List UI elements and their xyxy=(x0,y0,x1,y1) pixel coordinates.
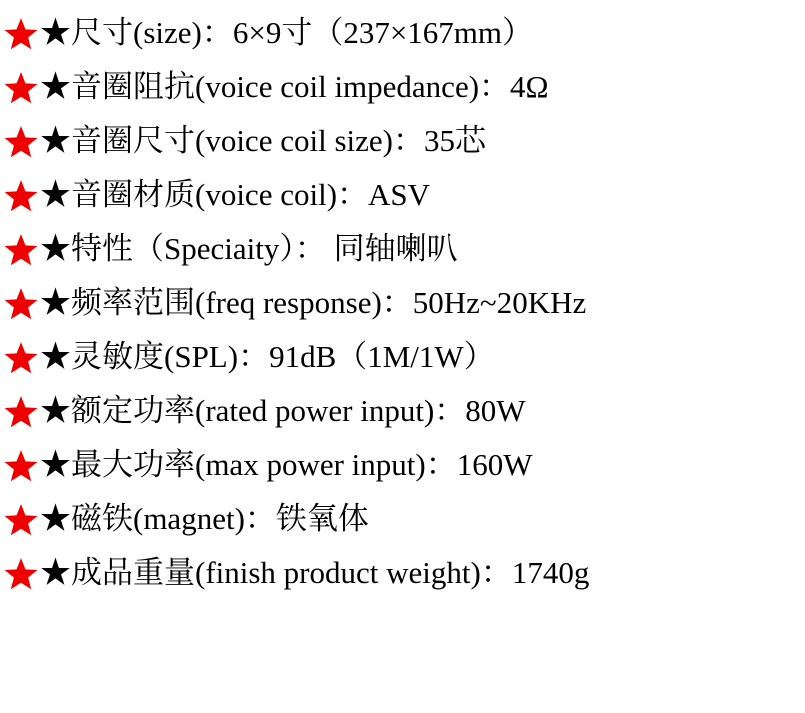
star-icon xyxy=(4,557,38,591)
star-icon xyxy=(4,503,38,537)
star-icon xyxy=(4,341,38,375)
list-item xyxy=(4,114,805,168)
star-icon xyxy=(4,233,38,267)
spec-text: ★最大功率(max power input)：160W xyxy=(40,447,533,482)
spec-text: ★成品重量(finish product weight)：1740g xyxy=(40,555,590,590)
spec-text: ★灵敏度(SPL)：91dB（1M/1W） xyxy=(40,339,495,374)
star-icon xyxy=(4,17,38,51)
star-icon xyxy=(4,125,38,159)
list-item xyxy=(4,276,805,330)
list-item xyxy=(4,546,805,600)
spec-text: ★音圈尺寸(voice coil size)：35芯 xyxy=(40,123,486,158)
star-icon xyxy=(4,395,38,429)
spec-text: ★音圈阻抗(voice coil impedance)：4Ω xyxy=(40,69,549,104)
spec-text: ★特性（Speciaity）： 同轴喇叭 xyxy=(40,231,458,266)
list-item xyxy=(4,384,805,438)
list-item xyxy=(4,60,805,114)
list-item xyxy=(4,330,805,384)
spec-text: ★磁铁(magnet)：铁氧体 xyxy=(40,501,369,536)
list-item xyxy=(4,6,805,60)
list-item xyxy=(4,492,805,546)
list-item xyxy=(4,438,805,492)
spec-text: ★音圈材质(voice coil)：ASV xyxy=(40,177,431,212)
list-item xyxy=(4,168,805,222)
list-item xyxy=(4,222,805,276)
spec-text: ★额定功率(rated power input)：80W xyxy=(40,393,526,428)
star-icon xyxy=(4,179,38,213)
star-icon xyxy=(4,71,38,105)
spec-text: ★频率范围(freq response)：50Hz~20KHz xyxy=(40,285,587,320)
star-icon xyxy=(4,449,38,483)
star-icon xyxy=(4,287,38,321)
spec-text: ★尺寸(size)：6×9寸（237×167mm） xyxy=(40,15,534,50)
